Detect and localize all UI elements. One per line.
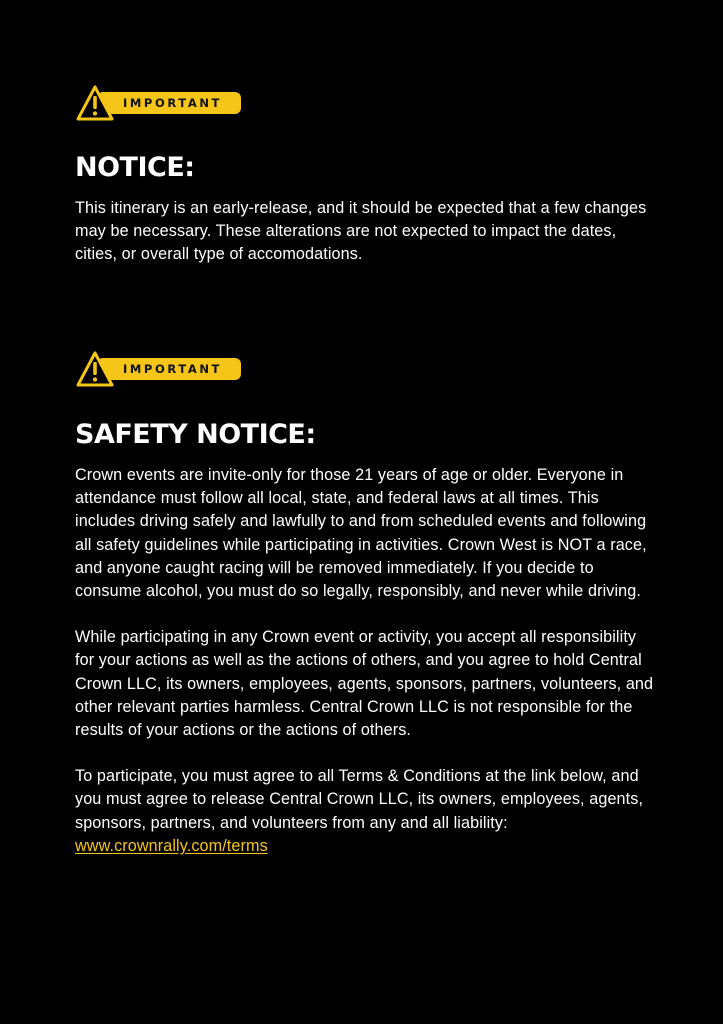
important-badge-label: IMPORTANT bbox=[123, 96, 222, 110]
notice-section bbox=[75, 84, 655, 267]
important-badge bbox=[75, 350, 245, 390]
notice-title: NOTICE: bbox=[75, 152, 195, 183]
notice-body: This itinerary is an early-release, and it should be expected that a few changes may be necessary. These alterations are not expected to impact the dates, cities, or overall type of accomodations. bbox=[75, 199, 647, 264]
warning-icon bbox=[75, 350, 115, 390]
safety-paragraph-3 bbox=[75, 765, 655, 858]
safety-notice-title: SAFETY NOTICE: bbox=[75, 419, 316, 450]
important-badge bbox=[75, 84, 245, 124]
safety-paragraph-3-text: To participate, you must agree to all Terms & Conditions at the link below, and you must agree to release Central Crown LLC, its owners, employees, agents, sponsors, partners, and volunteers from any and all liability: bbox=[75, 767, 644, 832]
safety-paragraph-2: While participating in any Crown event or activity, you accept all responsibility for your actions as well as the actions of others, and you agree to hold Central Crown LLC, its owners, employees, agents, sponsors, partners, volunteers, and other relevant parties harmless. Central Crown LLC is not responsible for the results of your actions or the actions of others. bbox=[75, 628, 654, 740]
safety-paragraph-1: Crown events are invite-only for those 21 years of age or older. Everyone in attendance must follow all local, state, and federal laws at all times. This includes driving safely and lawfully to and from scheduled events and following all safety guidelines while participating in activities. Crown West is NOT a race, and anyone caught racing will be removed immediately. If you decide to consume alcohol, you must do so legally, responsibly, and never while driving. bbox=[75, 466, 647, 601]
important-badge-pill bbox=[97, 358, 241, 380]
safety-notice-section bbox=[75, 350, 655, 858]
important-badge-pill bbox=[97, 92, 241, 114]
warning-icon bbox=[75, 84, 115, 124]
terms-link[interactable]: www.crownrally.com/terms bbox=[75, 836, 268, 855]
important-badge-label: IMPORTANT bbox=[123, 362, 222, 376]
